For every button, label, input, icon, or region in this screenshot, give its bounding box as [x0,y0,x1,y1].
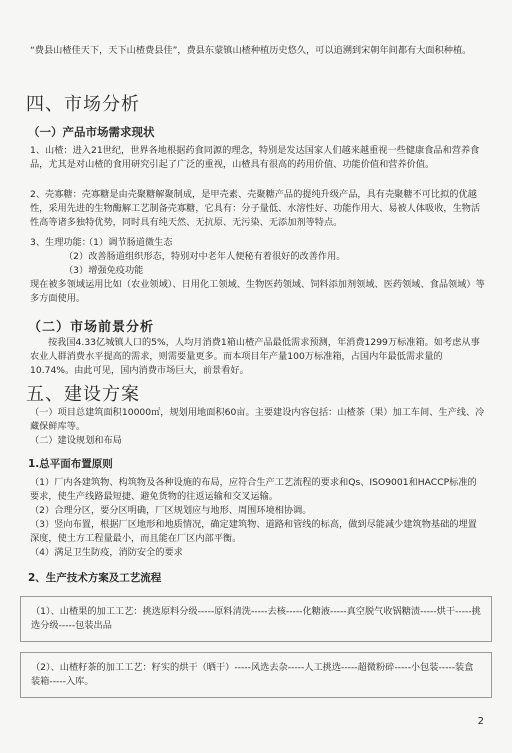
chitosan-paragraph: 2、壳寡糖：壳寡糖是由壳聚糖解聚制成，是甲壳素、壳聚糖产品的提纯升级产品，具有壳聚糖不可比拟的优越性，采用先进的生物酶解工艺制备壳寡糖，它具有：分子量低、水溶性好、功能作用大、易被人体吸收，生物活性高等诸多独特优势，同时具有纯天然、无抗原、无污染、无添加剂等特点。 [30,189,481,228]
flow-box-seed-tea [20,652,492,698]
planning-subtitle: （二）建设规划和布局 [30,435,122,446]
prospect-paragraph: 按我国4.33亿城镇人口的5%，人均月消费1箱山楂产品最低需求预测，年消费1299万标准箱。如考虑从事农业人群消费水平提高的需求，则需要量更多。而本项目年产量100万标准箱，占国内年最低需求量的10.74%。由此可见，国内消费市场巨大，前景看好。 [30,337,480,376]
layout-principles-heading: 1.总平面布置原则 [28,458,113,470]
layout-item-4: （4）满足卫生防疫，消防安全的要求 [30,547,183,558]
section-4-sub2: （二）市场前景分析 [28,320,155,335]
section-4-title: 四、市场分析 [26,94,140,115]
tech-plan-heading: 2、生产技术方案及工艺流程 [28,572,162,584]
intro-paragraph: “费县山楂佳天下，天下山楂费县佳”，费县东蒙镇山楂种植历史悠久，可以追溯到宋朝年间都有大面积种植。 [30,45,472,56]
build-area-paragraph: （一）项目总建筑面积10000㎡，规划用地面积60亩。主要建设内容包括：山楂茶（果）加工车间、生产线、冷藏保鲜库等。 [30,407,485,432]
layout-item-2: （2）合理分区，要分区明确，厂区规划应与地形、周围环境相协调。 [30,505,312,516]
physiology-tail: 现在被多领域运用比如（农业领域）、日用化工领域、生物医药领域、饲料添加剂领域、医药领域、食品领域）等多方面使用。 [30,279,485,304]
flow-box-hawthorn [20,596,492,642]
physiology-item-3: （3）增强免疫功能 [64,265,144,276]
physiology-item-1: （1）调节肠道微生态 [84,237,173,248]
section-4-sub1: （一）产品市场需求现状 [28,125,155,139]
page-number: 2 [477,716,484,727]
hawthorn-paragraph: 1、山楂：进入21世纪，世界各地根据药食同源的理念，特别是发达国家人们越来越重视一些健康食品和营养食品，尤其是对山楂的食用研究引起了广泛的重视，山楂具有很高的药用价值、功能价值和营养价值。 [30,145,480,170]
physiology-label: 3、生理功能： [30,237,91,248]
section-5-title: 五、建设方案 [26,384,140,405]
flow-hawthorn-text: （1）、山楂果的加工工艺：挑选原料分级-----原料清洗-----去核-----化糖液-----真空脱气收锅糖渍-----烘干-----挑选分级-----包装出品 [31,606,481,631]
flow-seed-tea-text: （2）、山楂籽茶的加工工艺：籽实的烘干（晒干）-----风选去杂-----人工挑选-----超微粉碎-----小包装-----装盒装箱-----入库。 [31,662,474,687]
layout-item-1: （1）厂内各建筑物、构筑物及各种设施的布局，应符合生产工艺流程的要求和Qs、ISO9001和HACCP标准的要求，使生产线路最短捷、避免货物的往返运输和交叉运输。 [30,477,477,502]
physiology-item-2: （2）改善肠道组织形态，特别对中老年人便秘有着很好的改善作用。 [64,251,346,262]
layout-item-3: （3）竖向布置，根据厂区地形和地质情况，确定建筑物、道路和管线的标高，做到尽能减少建筑物基础的埋置深度，使土方工程量最小，而且能在厂区内部平衡。 [30,519,477,544]
